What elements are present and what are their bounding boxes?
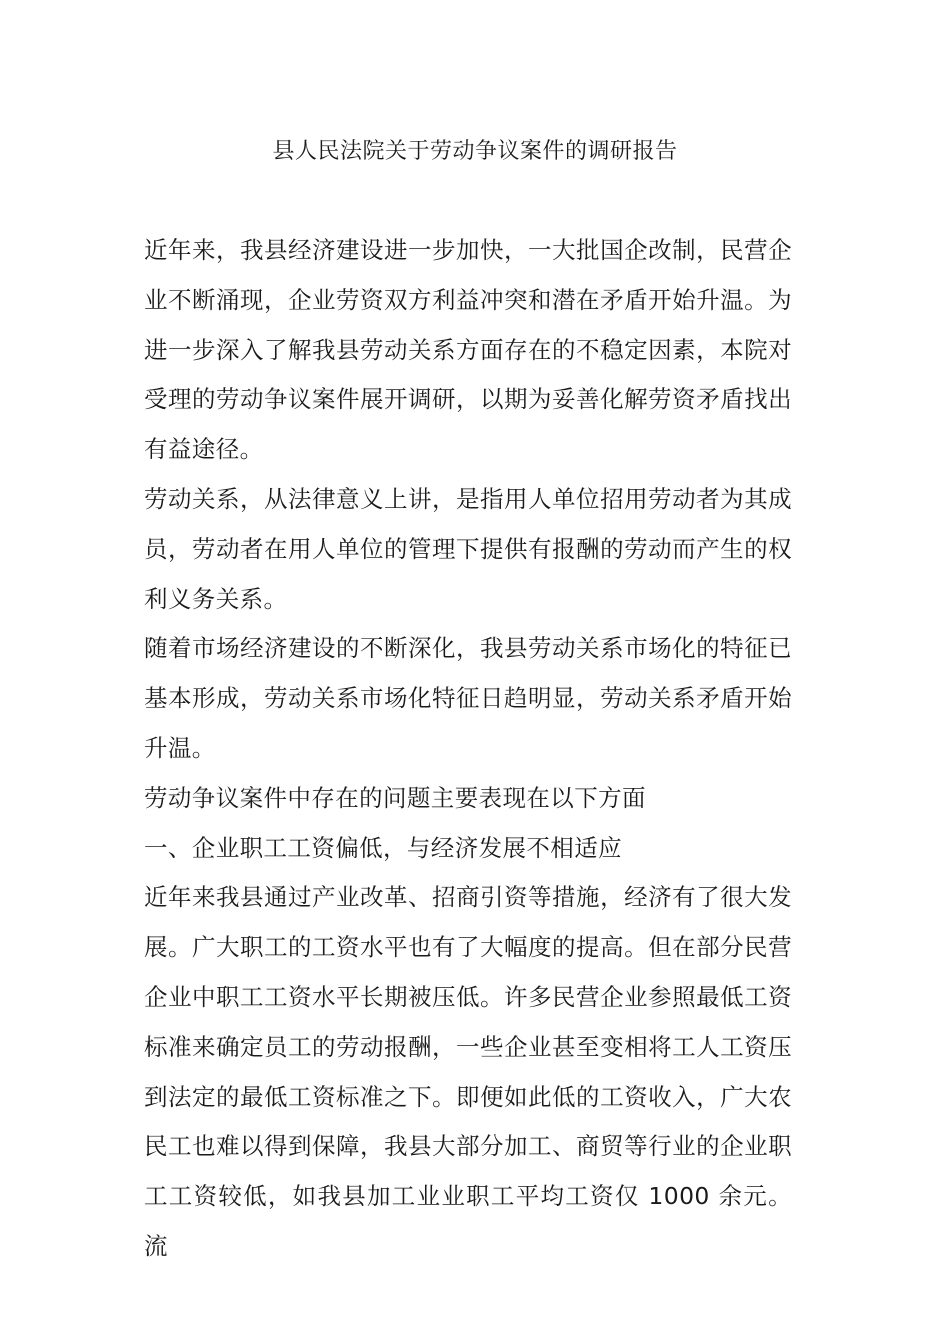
document-body (144, 226, 792, 1272)
paragraph-problems-lead: 劳动争议案件中存在的问题主要表现在以下方面 (144, 783, 646, 812)
paragraph-labor-relation-definition: 劳动关系，从法律意义上讲，是指用人单位招用劳动者为其成员，劳动者在用人单位的管理下提供有报酬的劳动而产生的权利义务关系。 (144, 484, 792, 613)
paragraph-introduction: 近年来，我县经济建设进一步加快，一大批国企改制，民营企业不断涌现，企业劳资双方利益冲突和潜在矛盾开始升温。为进一步深入了解我县劳动关系方面存在的不稳定因素，本院对受理的劳动争议案件展开调研，以期为妥善化解劳资矛盾找出有益途径。 (144, 236, 792, 464)
section-heading-low-wages: 一、企业职工工资偏低，与经济发展不相适应 (144, 833, 622, 862)
paragraph-low-wages-detail: 近年来我县通过产业改革、招商引资等措施，经济有了很大发展。广大职工的工资水平也有了大幅度的提高。但在部分民营企业中职工工资水平长期被压低。许多民营企业参照最低工资标准来确定员工的劳动报酬，一些企业甚至变相将工人工资压到法定的最低工资标准之下。即便如此低的工资收入，广大农民工也难以得到保障，我县大部分加工、商贸等行业的企业职工工资较低，如我县加工业业职工平均工资仅 1000 余元。流 (144, 883, 792, 1260)
document-title: 县人民法院关于劳动争议案件的调研报告 (272, 139, 678, 164)
paragraph-market-trend: 随着市场经济建设的不断深化，我县劳动关系市场化的特征已基本形成，劳动关系市场化特征日趋明显，劳动关系矛盾开始升温。 (144, 634, 792, 762)
